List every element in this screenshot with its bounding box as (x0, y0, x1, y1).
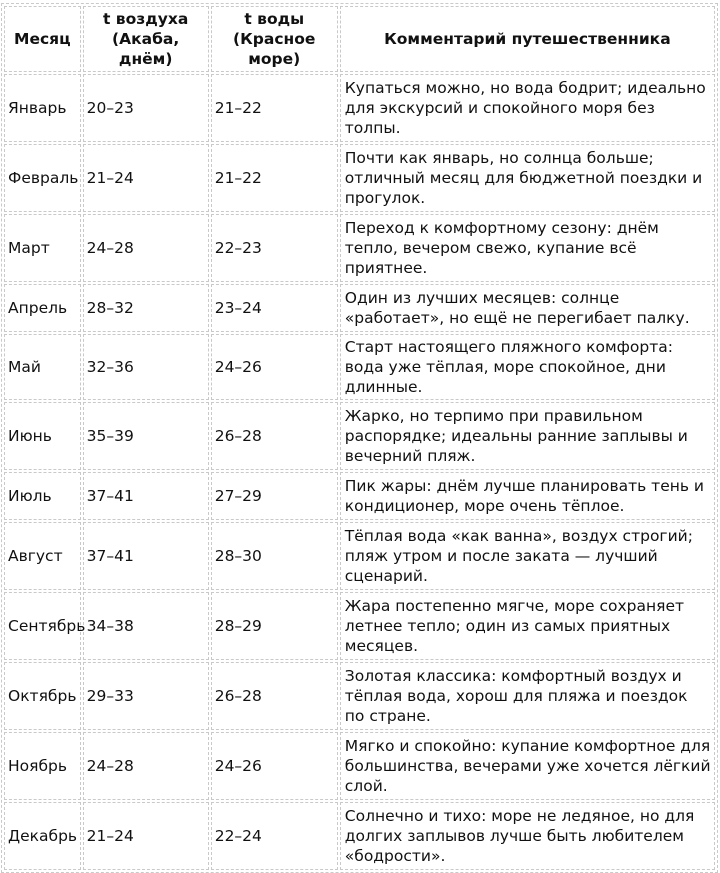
air-temp-cell: 35–39 (83, 402, 209, 470)
month-cell: Май (4, 334, 81, 400)
water-temp-cell: 22–23 (211, 214, 338, 282)
table-row (4, 144, 715, 212)
comment-cell: Купаться можно, но вода бодрит; идеально для экскурсий и спокойного моря без толпы. (340, 74, 715, 142)
month-cell: Март (4, 214, 81, 282)
month-cell: Октябрь (4, 662, 81, 730)
water-temp-cell: 26–28 (211, 402, 338, 470)
column-header-month: Месяц (4, 6, 81, 72)
comment-cell: Тёплая вода «как ванна», воздух строгий; пляж утром и после заката — лучший сценарий. (340, 522, 715, 590)
month-cell: Июль (4, 472, 81, 520)
air-temp-cell: 24–28 (83, 214, 209, 282)
table-header-row (4, 6, 715, 72)
comment-cell: Золотая классика: комфортный воздух и тёплая вода, хорош для пляжа и поездок по стране. (340, 662, 715, 730)
table-row (4, 662, 715, 730)
month-cell: Декабрь (4, 802, 81, 870)
table-row (4, 284, 715, 332)
comment-cell: Мягко и спокойно: купание комфортное для большинства, вечерами уже хочется лёгкий слой. (340, 732, 715, 800)
comment-cell: Один из лучших месяцев: солнце «работает», но ещё не перегибает палку. (340, 284, 715, 332)
month-cell: Июнь (4, 402, 81, 470)
table-row (4, 522, 715, 590)
comment-cell: Переход к комфортному сезону: днём тепло, вечером свежо, купание всё приятнее. (340, 214, 715, 282)
column-header-air-temp: t воздуха (Акаба, днём) (83, 6, 209, 72)
water-temp-cell: 24–26 (211, 732, 338, 800)
water-temp-cell: 27–29 (211, 472, 338, 520)
water-temp-cell: 28–29 (211, 592, 338, 660)
water-temp-cell: 28–30 (211, 522, 338, 590)
table-row (4, 732, 715, 800)
comment-cell: Жарко, но терпимо при правильном распорядке; идеальны ранние заплывы и вечерний пляж. (340, 402, 715, 470)
comment-cell: Старт настоящего пляжного комфорта: вода уже тёплая, море спокойное, дни длинные. (340, 334, 715, 400)
air-temp-cell: 24–28 (83, 732, 209, 800)
air-temp-cell: 32–36 (83, 334, 209, 400)
table-row (4, 402, 715, 470)
air-temp-cell: 21–24 (83, 144, 209, 212)
water-temp-cell: 26–28 (211, 662, 338, 730)
air-temp-cell: 37–41 (83, 472, 209, 520)
water-temp-cell: 21–22 (211, 144, 338, 212)
column-header-comment: Комментарий путешественника (340, 6, 715, 72)
table-row (4, 592, 715, 660)
air-temp-cell: 37–41 (83, 522, 209, 590)
month-cell: Август (4, 522, 81, 590)
water-temp-cell: 21–22 (211, 74, 338, 142)
comment-cell: Солнечно и тихо: море не ледяное, но для долгих заплывов лучше быть любителем «бодрости». (340, 802, 715, 870)
water-temp-cell: 24–26 (211, 334, 338, 400)
table-row (4, 74, 715, 142)
air-temp-cell: 20–23 (83, 74, 209, 142)
table-row (4, 214, 715, 282)
table-row (4, 802, 715, 870)
comment-cell: Пик жары: днём лучше планировать тень и кондиционер, море очень тёплое. (340, 472, 715, 520)
month-cell: Январь (4, 74, 81, 142)
comment-cell: Жара постепенно мягче, море сохраняет летнее тепло; один из самых приятных месяцев. (340, 592, 715, 660)
air-temp-cell: 21–24 (83, 802, 209, 870)
column-header-water-temp: t воды (Красное море) (211, 6, 338, 72)
air-temp-cell: 29–33 (83, 662, 209, 730)
climate-table (1, 3, 718, 873)
water-temp-cell: 23–24 (211, 284, 338, 332)
comment-cell: Почти как январь, но солнца больше; отличный месяц для бюджетной поездки и прогулок. (340, 144, 715, 212)
table-row (4, 334, 715, 400)
month-cell: Ноябрь (4, 732, 81, 800)
month-cell: Сентябрь (4, 592, 81, 660)
water-temp-cell: 22–24 (211, 802, 338, 870)
month-cell: Февраль (4, 144, 81, 212)
air-temp-cell: 34–38 (83, 592, 209, 660)
air-temp-cell: 28–32 (83, 284, 209, 332)
month-cell: Апрель (4, 284, 81, 332)
table-row (4, 472, 715, 520)
